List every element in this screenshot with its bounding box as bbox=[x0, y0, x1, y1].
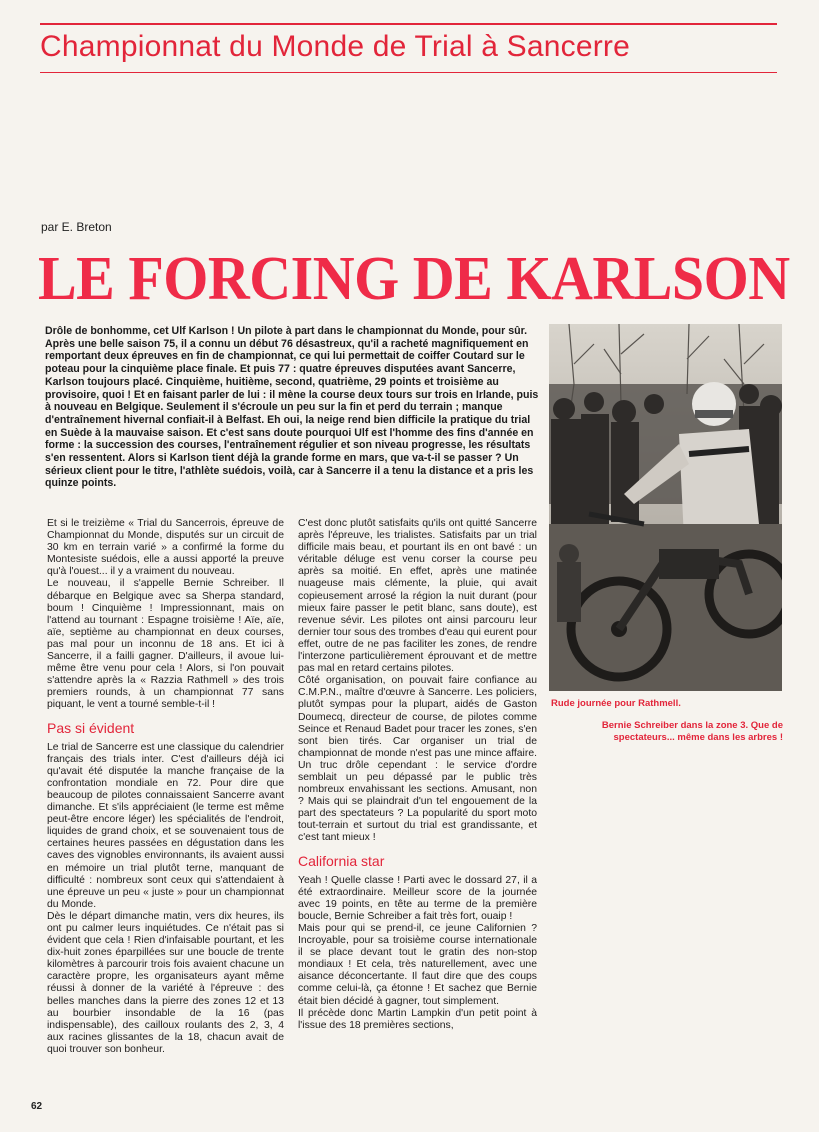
subhead-pas-si-evident: Pas si évident bbox=[47, 719, 135, 736]
page-number: 62 bbox=[31, 1101, 43, 1112]
col2-paragraph-1: C'est donc plutôt satisfaits qu'ils ont quitté Sancerre après l'épreuve, les trialistes. Satisfaits par un trial difficile mais beau, et pourtant ils en ont bavé : un véritable déluge est venu corser la course peu après sa moitié. En effet, après une matinée nuageuse mais clémente, la pluie, qui avait copieusement arrosé la région la nuit durant (pour mieux faire passer le petit blanc, sans doute), est revenue sévir. Les pilotes ont ainsi parcouru leur dernier tour sous des trombes d'eau qui eurent pour effet, outre de ne pas faciliter les zones, de rendre l'interzone particulièrement éprouvant et de mettre pas mal en retard certains pilotes. bbox=[298, 518, 537, 675]
col1-paragraph-3: Le trial de Sancerre est une classique du calendrier français des trials inter. C'est d'ailleurs déjà ici qu'avait été disputée la manche française de la confrontation mondiale en 72. Pour dire que beaucoup de pilotes connaissaient Sancerre avant dimanche. Et s'ils appréciaient (le terme est même peut-être encore léger) les spécialités de l'endroit, liquides de grand choix, et se souvenaient tous de certaines heures passées en dégustation dans les caves des vignobles environnants, ils avaient aussi en mémoire un trial plutôt terne, manquant de difficulté : nombreux sont ceux qui s'attendaient à une épreuve un peu « juste » pour un championnat du Monde. bbox=[47, 741, 284, 910]
top-rule bbox=[40, 23, 777, 25]
intro-paragraph: Drôle de bonhomme, cet Ulf Karlson ! Un pilote à part dans le championnat du Monde, pour sûr. Après une belle saison 75, il a connu un début 76 désastreux, qu'il a racheté magnifiquement en remportant deux épreuves en fin de championnat, ce qui lui permettait de coiffer Coutard sur le poteau pour la cinquième place finale. Et puis 77 : quatre épreuves disputées avant Sancerre, Karlson toujours placé. Cinquième, huitième, second, quatrième, 29 points et troisième au provisoire, quoi ! Et en faisant parler de lui : il mène la course deux tours sur trois en Irlande, puis à nouveau en Belgique. Seulement il s'écroule un peu sur la fin et perd du terrain ; manque d'entraînement hivernal confiait-il à Belfast. Eh oui, la neige rend bien difficile la pratique du trial en Suède à la mauvaise saison. Et c'est sans doute pourquoi Ulf est l'homme des fins d'année en forme : la succession des courses, l'entraînement régulier et son niveau progresse, les résultats s'en ressentent. Alors si Karlson tient déjà la grande forme en mars, que va-t-il se passer ? Un sérieux client pour le titre, l'athlète suédois, voilà, car à Sancerre il a tenu la distance et a pris les quinze points. bbox=[45, 325, 539, 490]
col2-paragraph-3: Yeah ! Quelle classe ! Parti avec le dossard 27, il a été extraordinaire. Meilleur score de la journée avec 19 points, en tête au terme de la première boucle, Bernie Schreiber a fait très fort, ouaip ! bbox=[298, 874, 537, 922]
col1-paragraph-4: Dès le départ dimanche matin, vers dix heures, ils ont pu calmer leurs inquiétudes. Ce n'était pas si évident que cela ! Rien d'infaisable pourtant, et les dix-huit zones éparpillées sur une boucle de trente kilomètres à parcourir trois fois avaient chacune un caractère propre, les organisateurs ayant même réussi à donner de la variété à l'épreuve : des belles manches dans la pierre des zones 12 et 13 au bourbier insondable de la 16 (pas indispensable), des cailloux roulants des 2, 3, 4 aux racines glissantes de la 18, chacun avait de quoi trouver son bonheur. bbox=[47, 910, 284, 1055]
photo-caption-top: Rude journée pour Rathmell. bbox=[551, 698, 681, 709]
col1-paragraph-2: Le nouveau, il s'appelle Bernie Schreiber. Il débarque en Belgique avec sa Sherpa standard, boum ! Cinquième ! Impressionnant, mais on l'attend au tournant : Espagne troisième ! Aïe, aïe, aïe, septième au championnat en deux courses, pas mal pour un inconnu de 18 ans. Et ici à Sancerre, il a failli gagner. D'ailleurs, il avoue lui-même être venu pour cela ! Alors, si l'on pouvait s'attendre après la « Razzia Rathmell » des trois premiers rounds, à un championnat 77 sans piquant, le vent a tourné semble-t-il ! bbox=[47, 578, 284, 711]
article-column-1 bbox=[47, 518, 284, 1056]
article-column-2 bbox=[298, 518, 537, 1032]
photo-trial-rider bbox=[549, 324, 782, 691]
col2-paragraph-5: Il précède donc Martin Lampkin d'un petit point à l'issue des 18 premières sections, bbox=[298, 1007, 537, 1031]
byline: par E. Breton bbox=[41, 220, 112, 234]
col2-paragraph-4: Mais pour qui se prend-il, ce jeune Californien ? Incroyable, pour sa troisième course internationale il se place devant tout le gratin des non-stop mondiaux ! Et cela, très naturellement, avec une aisance déconcertante. Il faut dire que des coups comme celui-là, ça étonne ! Et sachez que Bernie était bien décidé à gagner, tout simplement. bbox=[298, 923, 537, 1007]
series-title: Championnat du Monde de Trial à Sancerre bbox=[40, 30, 631, 63]
col1-paragraph-1: Et si le treizième « Trial du Sancerrois, épreuve de Championnat du Monde, disputés sur un circuit de 30 km en terrain varié » a confirmé la forme du Montesiste suédois, elle a aussi apporté la preuve qu'à l'ouest... il y a vraiment du nouveau. bbox=[47, 518, 284, 578]
subhead-california-star: California star bbox=[298, 852, 385, 869]
headline: LE FORCING DE KARLSON bbox=[38, 242, 790, 314]
col2-paragraph-2: Côté organisation, on pouvait faire confiance au C.M.P.N., maître d'œuvre à Sancerre. Les policiers, plutôt sympas pour la plupart, aidés de Gaston Doumecq, directeur de course, de pilotes comme Seince et Renaud Badet pour tracer les zones, s'en sont bien tirés. Car organiser un trial de championnat de monde n'est pas une mince affaire. Un truc drôle cependant : le service d'ordre semblait un peu dépassé par le public très nombreux envahissant les sections. Amusant, non ? Mais qui se plaindrait d'un tel engouement de la part des spectateurs ? La popularité du sport moto tout-terrain et surtout du trial est grandissante, et c'est tant mieux ! bbox=[298, 675, 537, 844]
title-underline bbox=[40, 72, 777, 73]
photo-caption-bottom: Bernie Schreiber dans la zone 3. Que de spectateurs... même dans les arbres ! bbox=[601, 720, 783, 743]
